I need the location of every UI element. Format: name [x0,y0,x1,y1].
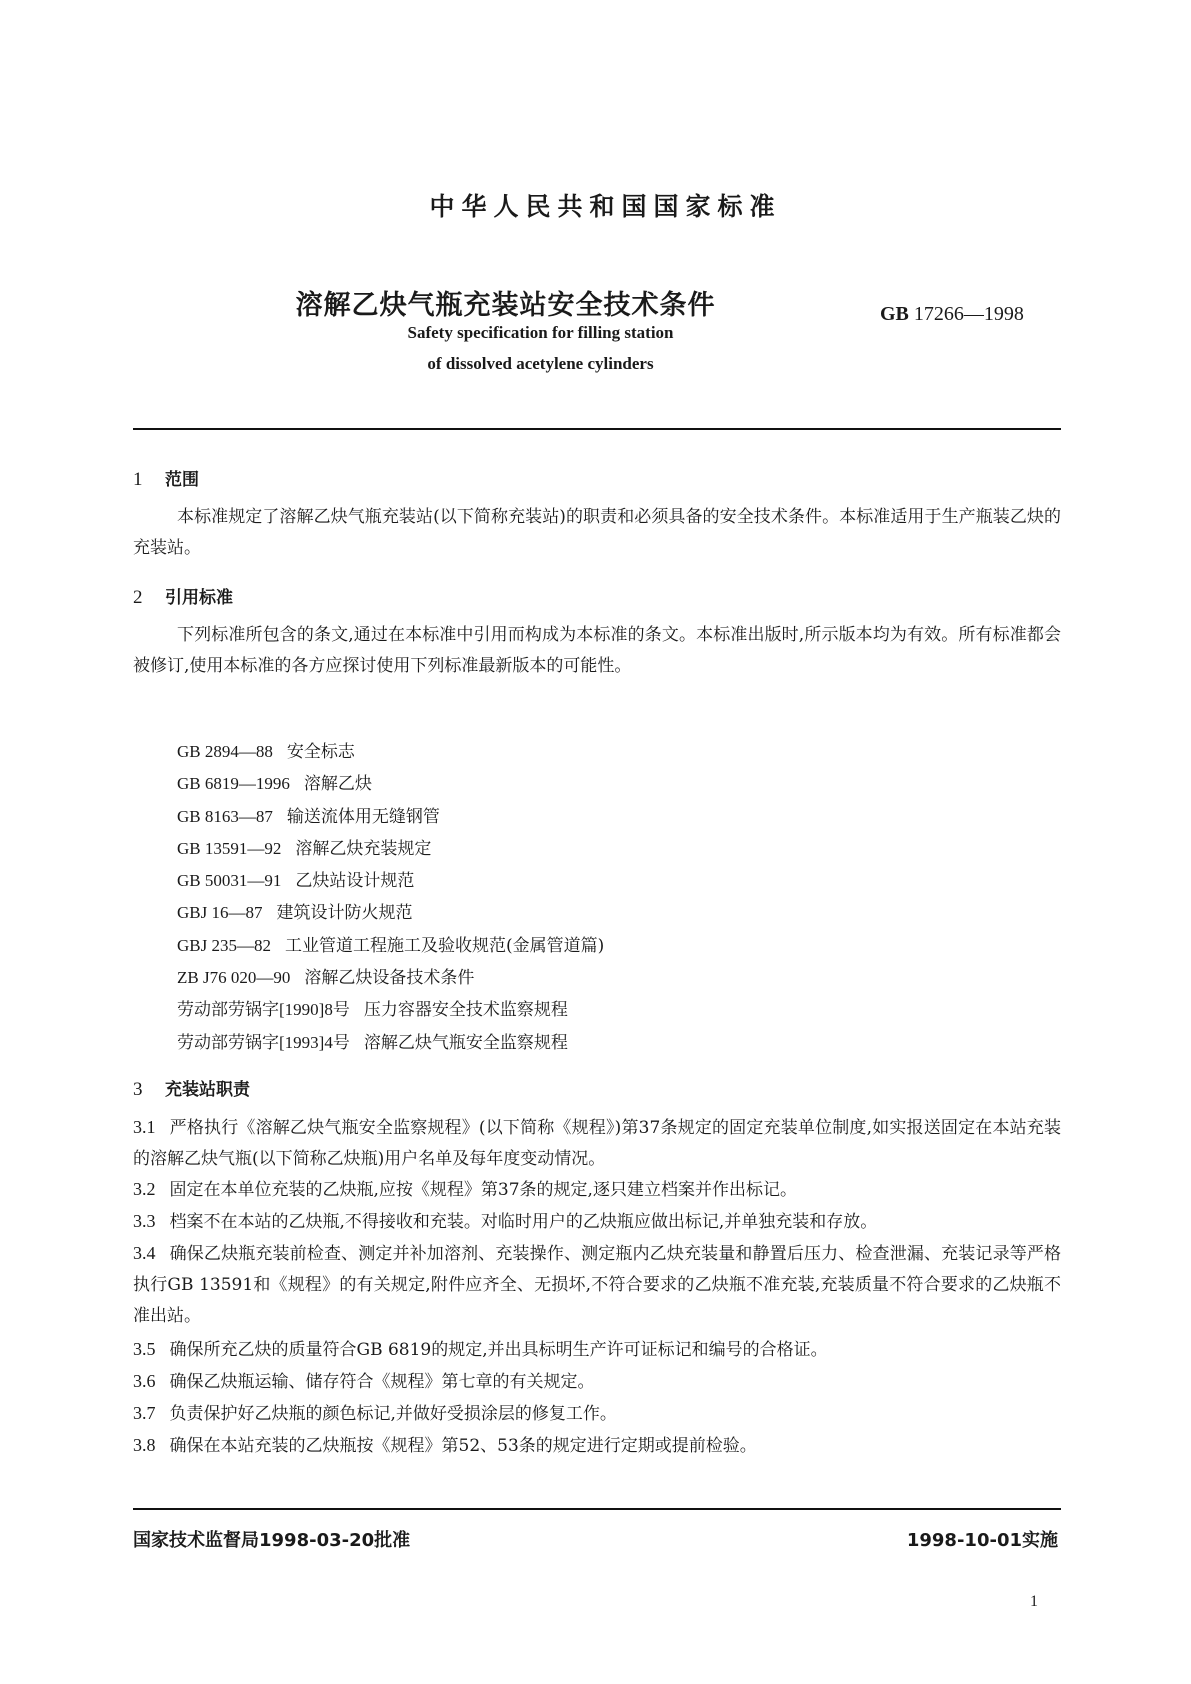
reference-title: 工业管道工程施工及验收规范(金属管道篇) [284,935,605,956]
page-number: 1 [1030,1593,1038,1610]
reference-item [177,736,604,768]
clause-3-6 [133,1366,1061,1398]
clause-number: 3.5 [133,1339,156,1359]
reference-code: 劳动部劳锅字[1990]8号 [177,1000,350,1020]
section-1-heading [133,465,199,491]
clause-number: 3.3 [133,1211,156,1231]
reference-code: GBJ 235—82 [177,935,271,955]
header-divider [133,428,1061,430]
section-title: 引用标准 [165,588,233,608]
reference-code: ZB J76 020—90 [177,968,291,988]
section-number: 1 [133,469,143,490]
footer-divider [133,1508,1061,1510]
document-title-en-line1: Safety specification for filling station [407,323,674,342]
section-title: 范围 [165,470,199,490]
document-title-zh: 溶解乙炔气瓶充装站安全技术条件 [295,290,716,321]
reference-code: 劳动部劳锅字[1993]4号 [177,1032,350,1052]
clause-text: 确保在本站充装的乙炔瓶按《规程》第52、53条的规定进行定期或提前检验。 [169,1436,757,1456]
reference-item [177,897,604,929]
clause-text: 档案不在本站的乙炔瓶,不得接收和充装。对临时用户的乙炔瓶应做出标记,并单独充装和存放。 [169,1212,878,1232]
clause-number: 3.1 [133,1117,156,1137]
reference-title: 乙炔站设计规范 [295,871,415,892]
clause-3-1 [133,1112,1061,1175]
standard-code: 17266—1998 [913,303,1024,325]
reference-code: GBJ 16—87 [177,903,263,923]
reference-item [177,768,604,800]
clause-3-8 [133,1430,1061,1462]
reference-title: 溶解乙炔气瓶安全监察规程 [363,1032,568,1053]
section-1-body: 本标准规定了溶解乙炔气瓶充装站(以下简称充装站)的职责和必须具备的安全技术条件。本标准适用于生产瓶装乙炔的充装站。 [133,507,1061,558]
clause-3-3 [133,1206,1061,1238]
clause-text: 确保所充乙炔的质量符合GB 6819的规定,并出具标明生产许可证标记和编号的合格证。 [169,1340,828,1360]
reference-item [177,994,604,1026]
reference-code: GB 6819—1996 [177,774,290,794]
reference-code: GB 50031—91 [177,871,282,891]
clause-number: 3.2 [133,1179,156,1199]
clause-number: 3.4 [133,1243,156,1263]
normative-references-list [177,736,604,1059]
reference-title: 建筑设计防火规范 [276,903,413,924]
standard-prefix: GB [880,303,909,325]
national-standard-heading: 中华人民共和国国家标准 [429,192,782,221]
clause-3-2 [133,1174,1061,1206]
clause-number: 3.6 [133,1371,156,1391]
section-number: 3 [133,1079,143,1100]
approval-date: 国家技术监督局1998-03-20批准 [133,1530,411,1551]
reference-title: 溶解乙炔充装规定 [295,838,432,859]
document-title-en-line2: of dissolved acetylene cylinders [427,354,654,373]
clause-number: 3.7 [133,1403,156,1423]
reference-title: 压力容器安全技术监察规程 [363,1000,568,1021]
section-2-body: 下列标准所包含的条文,通过在本标准中引用而构成为本标准的条文。本标准出版时,所示版本均为有效。所有标准都会被修订,使用本标准的各方应探讨使用下列标准最新版本的可能性。 [133,625,1061,676]
reference-item [177,801,604,833]
section-3-heading [133,1075,250,1101]
clause-text: 确保乙炔瓶充装前检查、测定并补加溶剂、充装操作、测定瓶内乙炔充装量和静置后压力、检查泄漏、充装记录等严格执行GB 13591和《规程》的有关规定,附件应齐全、无损坏,不符合要求的乙炔瓶不准充装,充装质量不符合要求的乙炔瓶不准出站。 [133,1244,1061,1326]
section-2-heading [133,583,233,609]
reference-code: GB 13591—92 [177,838,282,858]
reference-code: GB 8163—87 [177,806,273,826]
reference-item [177,865,604,897]
clause-text: 严格执行《溶解乙炔气瓶安全监察规程》(以下简称《规程》)第37条规定的固定充装单位制度,如实报送固定在本站充装的溶解乙炔气瓶(以下简称乙炔瓶)用户名单及每年度变动情况。 [133,1118,1061,1169]
clause-text: 负责保护好乙炔瓶的颜色标记,并做好受损涂层的修复工作。 [169,1404,617,1424]
reference-title: 安全标志 [286,742,355,762]
reference-item [177,962,604,994]
clause-text: 确保乙炔瓶运输、储存符合《规程》第七章的有关规定。 [169,1372,595,1392]
reference-title: 溶解乙炔 [303,774,372,795]
reference-item [177,1027,604,1059]
reference-title: 溶解乙炔设备技术条件 [304,968,475,989]
reference-title: 输送流体用无缝钢管 [286,806,440,827]
clause-3-4 [133,1238,1061,1332]
reference-code: GB 2894—88 [177,742,273,761]
reference-item [177,930,604,962]
effective-date: 1998-10-01实施 [906,1530,1058,1551]
section-title: 充装站职责 [165,1080,250,1100]
reference-item [177,833,604,865]
section-number: 2 [133,587,143,608]
clause-text: 固定在本单位充装的乙炔瓶,应按《规程》第37条的规定,逐只建立档案并作出标记。 [169,1180,797,1200]
clause-3-7 [133,1398,1061,1430]
clause-number: 3.8 [133,1435,156,1455]
clause-3-5 [133,1334,1061,1366]
